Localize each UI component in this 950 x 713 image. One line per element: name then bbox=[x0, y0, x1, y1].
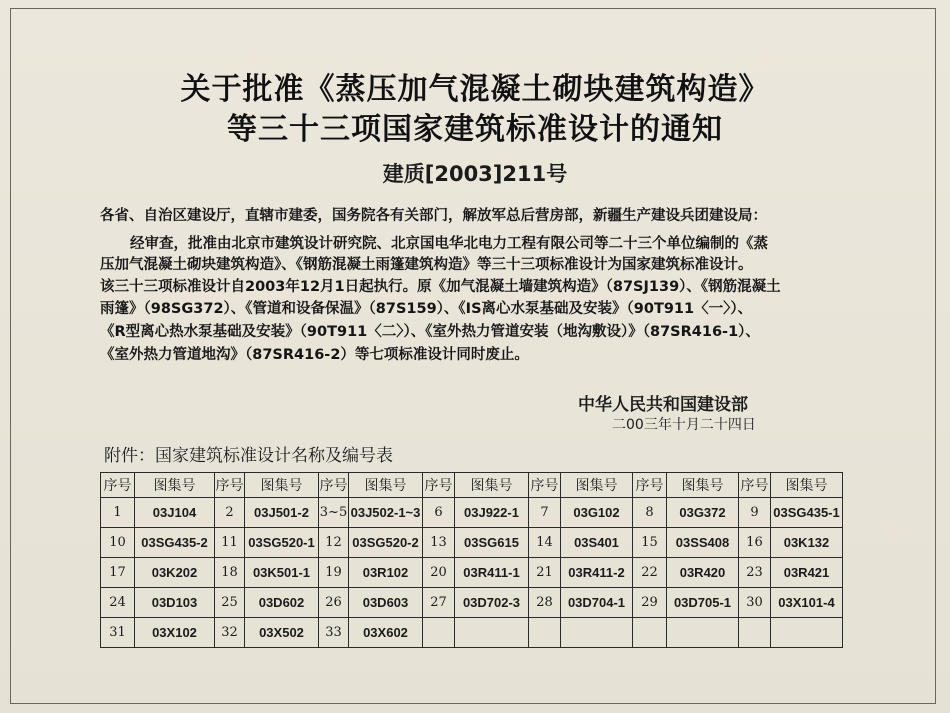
atlas-no-cell: 03D602 bbox=[245, 588, 319, 618]
table-row bbox=[101, 588, 843, 618]
atlas-no-cell: 03SG435-1 bbox=[771, 498, 843, 528]
serial-no-cell: 20 bbox=[423, 558, 455, 588]
serial-no-cell: 1 bbox=[101, 498, 135, 528]
atlas-no-cell: 03K501-1 bbox=[245, 558, 319, 588]
attachment-title: 附件：国家建筑标准设计名称及编号表 bbox=[104, 446, 393, 466]
issue-date: 二00三年十月二十四日 bbox=[612, 417, 756, 433]
header-atlas-no: 图集号 bbox=[245, 473, 319, 498]
header-serial-no: 序号 bbox=[215, 473, 245, 498]
notice-title-line-2: 等三十三项国家建筑标准设计的通知 bbox=[227, 112, 723, 147]
atlas-no-cell: 03J922-1 bbox=[455, 498, 529, 528]
atlas-no-cell: 03R421 bbox=[771, 558, 843, 588]
atlas-no-cell: 03G372 bbox=[667, 498, 739, 528]
atlas-no-cell bbox=[667, 618, 739, 648]
serial-no-cell: 27 bbox=[423, 588, 455, 618]
serial-no-cell bbox=[633, 618, 667, 648]
header-serial-no: 序号 bbox=[529, 473, 561, 498]
atlas-no-cell bbox=[561, 618, 633, 648]
serial-no-cell bbox=[529, 618, 561, 648]
serial-no-cell: 21 bbox=[529, 558, 561, 588]
serial-no-cell: 29 bbox=[633, 588, 667, 618]
serial-no-cell: 28 bbox=[529, 588, 561, 618]
serial-no-cell: 10 bbox=[101, 528, 135, 558]
header-serial-no: 序号 bbox=[633, 473, 667, 498]
atlas-no-cell: 03SG615 bbox=[455, 528, 529, 558]
header-serial-no: 序号 bbox=[101, 473, 135, 498]
serial-no-cell: 22 bbox=[633, 558, 667, 588]
serial-no-cell: 30 bbox=[739, 588, 771, 618]
issuing-authority: 中华人民共和国建设部 bbox=[578, 395, 748, 415]
serial-no-cell: 25 bbox=[215, 588, 245, 618]
atlas-no-cell: 03X101-4 bbox=[771, 588, 843, 618]
body-line-addressees: 各省、自治区建设厅，直辖市建委，国务院各有关部门，解放军总后营房部，新疆生产建设兵团建设局： bbox=[100, 208, 767, 224]
atlas-no-cell: 03J104 bbox=[135, 498, 215, 528]
notice-title-line-1: 关于批准《蒸压加气混凝土砌块建筑构造》 bbox=[180, 72, 770, 107]
serial-no-cell: 8 bbox=[633, 498, 667, 528]
atlas-no-cell: 03S401 bbox=[561, 528, 633, 558]
header-atlas-no: 图集号 bbox=[771, 473, 843, 498]
body-line: 《R型离心热水泵基础及安装》（90T911〈二〉）、《室外热力管道安装（地沟敷设）》（87SR416-1）、 bbox=[100, 324, 760, 340]
atlas-no-cell: 03D103 bbox=[135, 588, 215, 618]
serial-no-cell: 6 bbox=[423, 498, 455, 528]
table-row bbox=[101, 498, 843, 528]
serial-no-cell: 13 bbox=[423, 528, 455, 558]
header-atlas-no: 图集号 bbox=[667, 473, 739, 498]
serial-no-cell: 33 bbox=[319, 618, 349, 648]
atlas-no-cell: 03G102 bbox=[561, 498, 633, 528]
atlas-no-cell: 03SG520-1 bbox=[245, 528, 319, 558]
table-header-row bbox=[101, 473, 843, 498]
serial-no-cell: 18 bbox=[215, 558, 245, 588]
serial-no-cell: 23 bbox=[739, 558, 771, 588]
atlas-no-cell: 03X502 bbox=[245, 618, 319, 648]
serial-no-cell: 31 bbox=[101, 618, 135, 648]
serial-no-cell: 19 bbox=[319, 558, 349, 588]
atlas-no-cell: 03SG435-2 bbox=[135, 528, 215, 558]
serial-no-cell: 15 bbox=[633, 528, 667, 558]
atlas-no-cell: 03R411-2 bbox=[561, 558, 633, 588]
atlas-no-cell: 03K132 bbox=[771, 528, 843, 558]
serial-no-cell: 2 bbox=[215, 498, 245, 528]
serial-no-cell: 17 bbox=[101, 558, 135, 588]
atlas-no-cell: 03X102 bbox=[135, 618, 215, 648]
serial-no-cell: 11 bbox=[215, 528, 245, 558]
header-serial-no: 序号 bbox=[319, 473, 349, 498]
serial-no-cell bbox=[739, 618, 771, 648]
body-line: 经审查，批准由北京市建筑设计研究院、北京国电华北电力工程有限公司等二十三个单位编制的《蒸 bbox=[130, 236, 768, 252]
table-row bbox=[101, 558, 843, 588]
serial-no-cell bbox=[423, 618, 455, 648]
atlas-no-cell: 03R420 bbox=[667, 558, 739, 588]
header-atlas-no: 图集号 bbox=[349, 473, 423, 498]
body-line: 压加气混凝土砌块建筑构造》、《钢筋混凝土雨篷建筑构造》等三十三项标准设计为国家建筑标准设计。 bbox=[100, 257, 753, 273]
serial-no-cell: 14 bbox=[529, 528, 561, 558]
atlas-no-cell: 03D603 bbox=[349, 588, 423, 618]
body-line: 该三十三项标准设计自2003年12月1日起执行。原《加气混凝土墙建筑构造》（87SJ139）、《钢筋混凝土 bbox=[100, 279, 781, 295]
header-serial-no: 序号 bbox=[423, 473, 455, 498]
atlas-no-cell: 03J501-2 bbox=[245, 498, 319, 528]
body-line: 雨篷》（98SG372）、《管道和设备保温》（87S159）、《IS离心水泵基础及安装》（90T911〈一〉）、 bbox=[100, 301, 753, 317]
header-atlas-no: 图集号 bbox=[561, 473, 633, 498]
standard-design-index-table bbox=[100, 472, 843, 648]
serial-no-cell: 32 bbox=[215, 618, 245, 648]
header-atlas-no: 图集号 bbox=[455, 473, 529, 498]
serial-no-cell: 26 bbox=[319, 588, 349, 618]
atlas-no-cell: 03J502-1~3 bbox=[349, 498, 423, 528]
atlas-no-cell: 03D704-1 bbox=[561, 588, 633, 618]
atlas-no-cell: 03X602 bbox=[349, 618, 423, 648]
document-number: 建质[2003]211号 bbox=[382, 162, 568, 186]
serial-no-cell: 12 bbox=[319, 528, 349, 558]
atlas-no-cell: 03R102 bbox=[349, 558, 423, 588]
serial-no-cell: 3~5 bbox=[319, 498, 349, 528]
body-line: 《室外热力管道地沟》（87SR416-2）等七项标准设计同时废止。 bbox=[100, 347, 529, 363]
atlas-no-cell: 03SG520-2 bbox=[349, 528, 423, 558]
table-row bbox=[101, 528, 843, 558]
serial-no-cell: 16 bbox=[739, 528, 771, 558]
serial-no-cell: 24 bbox=[101, 588, 135, 618]
atlas-no-cell: 03R411-1 bbox=[455, 558, 529, 588]
atlas-no-cell: 03D705-1 bbox=[667, 588, 739, 618]
atlas-no-cell bbox=[771, 618, 843, 648]
serial-no-cell: 7 bbox=[529, 498, 561, 528]
atlas-no-cell: 03K202 bbox=[135, 558, 215, 588]
header-serial-no: 序号 bbox=[739, 473, 771, 498]
header-atlas-no: 图集号 bbox=[135, 473, 215, 498]
table-row bbox=[101, 618, 843, 648]
serial-no-cell: 9 bbox=[739, 498, 771, 528]
atlas-no-cell: 03SS408 bbox=[667, 528, 739, 558]
atlas-no-cell: 03D702-3 bbox=[455, 588, 529, 618]
atlas-no-cell bbox=[455, 618, 529, 648]
